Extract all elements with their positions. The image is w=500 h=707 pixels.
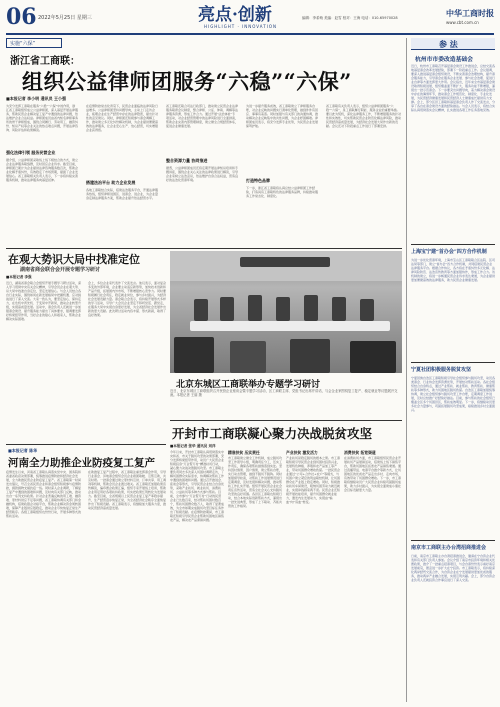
divider-1 — [6, 248, 402, 249]
kaifeng-col-1: 今年以来，开封市工商联认真贯彻落实中央和省、市关于脱贫攻坚的决策部署，充分发挥桥梁纽带作用，动员广大民营企业积极投身“万企帮万村”精准扶贫行动，凝心聚力决战决胜脱贫攻坚。市工商联主要负责同志多次深入贫困村调研走访，了解贫困群众实际需求，协调解决帮扶工作中遇到的困难和问题。通过召开推进会、座谈会等形式，引导民营企业结合自身优势，采取产业扶贫、就业扶贫、消费扶贫、公益扶贫等多种方式参与帮扶。目前，全市参与“万企帮万村”行动的民营企业已达数百家，结对帮扶贫困村数百个，帮扶贫困群众数万人，取得了显著成效，为全市如期完成脱贫攻坚目标任务作出了积极贡献。在疫情防控期间，市工商联还积极引导民营企业帮助贫困地区销售农产品，解决农产品滞销问题。 — [170, 450, 224, 522]
right-divider-2 — [411, 362, 495, 363]
right-story-2-title: 上海宝宁建“首办会”四方合作机制 — [411, 249, 487, 255]
story-col-3b: 据悉，公益律师团成员还将定期开展法律知识培训和专题讲座，围绕企业关心关注的法律政策进行解读，引导企业家树立法治意识，依法维护自身合法权益，营造良好的法治化营商环境。 — [166, 166, 238, 182]
right-divider-1 — [411, 244, 495, 245]
story-col-4b: 下一步，浙江省工商联将认真总结公益律师团工作经验，打造具有工商联特色的法律服务品牌，持续推动服务工作常态化、制度化。 — [246, 186, 318, 198]
story-sub-4: 打造特色品牌 — [246, 178, 270, 183]
photo-person-6 — [332, 297, 346, 321]
right-header — [411, 38, 495, 50]
photo-banner — [240, 257, 330, 267]
story-byline: ■本报记者 李小明 通讯员 王小强 — [6, 96, 66, 101]
masthead — [6, 6, 494, 32]
photo-foreground-2 — [230, 341, 266, 373]
editor-line: 编辑：李希萌 美编：赵雪 校对：王海 电话：010-65970028 — [302, 16, 398, 20]
page-number: 06 — [6, 4, 37, 30]
right-story-1-title: 杭州市市委改造基础会 — [415, 57, 473, 63]
story-col-3: 省工商联还联合司法行政部门，推动建立民营企业法律服务联席会议制度，整合律师、公证、仲裁、调解等法律服务资源，形成工作合力。通过开展“法治体检”专项活动，对企业经营管理中的法律风险进行全面排查，帮助企业完善内部管理制度，建立健全合规经营体系，促进企业健康发展。 — [166, 104, 238, 128]
story-col-1: 为充分发挥工商联在服务“六稳”“六保”中的作用，浙江省工商联组织成立公益律师团，深入基层开展法律服务，帮助民营企业解决复工复产中遇到的法律问题，依法维护企业合法权益。律师团成员由省内知名律师事务所的骨干律师组成，围绕合同履行、劳动用工、融资纠纷、知识产权等企业关注的热点难点问题，开展法律咨询、风险评估和政策解读。 — [6, 104, 78, 132]
tag-text: 实施“六保” — [10, 41, 36, 47]
top-story — [6, 38, 402, 246]
masthead-rule — [6, 33, 494, 35]
right-story-4-title: 南京市工商联主办台湾招商推进会 — [411, 545, 487, 551]
story-col-1b: 据介绍，公益律师团采取线上线下相结合的方式，建立企业法律服务联络群，及时回应企业诉求。截至目前，律师团已累计为企业提供法律咨询服务数百次，帮助企业化解矛盾纠纷，有效稳定了市场预期，提振了企业发展信心。省工商联相关负责人表示，下一步将持续完善服务机制，推动法律服务向基层延伸。 — [6, 158, 78, 182]
photo-person-1 — [194, 299, 208, 321]
mid-col-1: 近日，湖南省商会联合会组织开展专题学习研讨活动，深入学习贯彻中央有关会议精神，引导会员企业在观大势、识大局中找准自身定位，坚定发展信心。与会人员结合各自行业实际，围绕如何在新发展格局中把握机遇、应对挑战进行了深入交流。大家一致认为，要坚定信心、保持定力，在危机中育先机、于变局中开新局，推动企业转型升级，实现高质量发展。活动中，商会负责人还就进一步加强商会建设、提升服务能力提出了具体要求，强调要发挥好桥梁纽带作用，当好企业的贴心人和娘家人，帮助企业解决实际困难。 — [6, 281, 82, 321]
story-col-2: 在疫情防控常态化背景下，民营企业面临的法律风险日益增多。公益律师团坚持问题导向，主动上门走访企业，梳理企业在生产经营中存在的法律隐患，提出针对性的意见建议。同时，律师团还积极参与商会调解工作，推动建立多元化纠纷解决机制，为企业提供便捷高效的法律服务，让企业安心生产、放心经营，切实增强企业获得感。 — [86, 104, 158, 132]
divider-2 — [170, 420, 402, 421]
story-col-5: 省工商联有关负责人表示，组织公益律师团服务“六稳”“六保”，是工商联履行职能、服务企业的重要举措。要以此为契机，深化法律服务工作，不断增强服务的针对性和实效性，切实帮助民营企业防范化解法律风险，推动民营经济高质量发展，为经济社会发展大局作出新的贡献。会议还对下阶段重点工作进行了部署安排。 — [326, 104, 402, 128]
photo-person-5 — [304, 295, 318, 321]
story-kicker: 浙江省工商联： — [10, 56, 80, 67]
section-pinyin: HIGHLIGHT · INNOVATION — [204, 24, 277, 29]
paper-site: www.cbt.com.cn — [446, 20, 479, 25]
story-col-4: 为进一步提升服务质效，省工商联建立了律师服务台账，对企业反映的问题实行清单化管理，做到件件有回应、事事有着落。同时加强与有关部门的沟通协调，推动解决企业反映集中的共性问题，为企业纾困解难。律师团成员表示，将充分发挥专业优势，为民营企业发展保驾护航。 — [246, 104, 318, 128]
section-name: 亮点·创新 — [198, 5, 272, 25]
right-story-3-title: 宁夏社团积极服务脱贫攻坚 — [411, 367, 472, 373]
divider-3 — [6, 444, 166, 445]
right-header-text: 参 法 — [439, 39, 458, 49]
photo-caption-title: 北京东城区工商联举办专题学习研讨 — [176, 380, 321, 390]
photo-foreground-3 — [290, 339, 330, 373]
date-line: 2022年5月25日 星期三 — [38, 15, 92, 21]
kaifeng-byline: ■本报记者 张华 通讯员 刘洋 — [170, 444, 216, 448]
story-sub-2: 搭建法治平台 助力企业发展 — [86, 180, 136, 185]
kaifeng-sub-3: 消费扶贫 拓宽渠道 — [344, 450, 376, 455]
kaifeng-col-4: 在消费扶贫方面，市工商联组织民营企业开展扶贫产品展销活动，搭建线上线下销售平台，帮助贫困地区拓宽农产品销售渠道。通过直播带货、电商平台推介等新方式，让贫困地区的优质农产品走出乡村、走向市场，有效带动了贫困群众增收。下一步，市工商联将继续动员广大民营企业持续巩固脱贫成果，助力乡村振兴，为实现全面建成小康社会目标贡献更大力量。 — [344, 456, 402, 492]
bottom-tag: ■本报记者 陈华 — [8, 448, 38, 453]
photo-person-4 — [276, 297, 290, 321]
story-col-2b: 各地工商联结合实际，搭建法治服务平台，开通法律服务热线，组织律师进园区、进商会、进企业，为企业量身定制法律服务方案，帮助企业提升依法经营水平。 — [86, 188, 158, 200]
tag-box — [6, 38, 62, 48]
story-sub-3: 整合资源力量 协同推进 — [166, 158, 208, 163]
right-divider-3 — [411, 540, 495, 541]
mid-headline: 在观大势识大局中找准定位 — [8, 253, 140, 266]
story-headline: 组织公益律师团服务“六稳”“六保” — [22, 69, 352, 94]
event-photo — [170, 251, 402, 373]
right-story-2-body: 为进一步优化营商环境，上海市宝山区工商联联合区法院、区司法局等部门，建立“首办会”四方合作机制，共同搭建民营企业法律服务平台。根据合作协议，各方将在矛盾纠纷多元化解、法律风险防范、法治宣传教育等方面加强协作，形成工作合力。该机制的建立，将进一步畅通民营企业诉求表达渠道，为企业提供更加便捷高效的法律服务，助力民营企业健康发展。 — [411, 258, 495, 282]
photo-person-7 — [360, 299, 374, 321]
kaifeng-col-3: 产业扶贫是稳定脱贫的根本之策。市工商联积极引导民营企业到贫困村投资兴业，发展特色种植、养殖和农产品加工等产业，带动贫困群众增收致富。一批民营企业通过“公司+合作社+农户”等模式，与贫困户建立紧密的利益联结机制，让贫困群众在产业链上稳定增收。同时，积极推动扶贫车间建设，吸纳贫困劳动力就近就业，实现挣钱顾家两不误。民营企业还积极开展技能培训，提升贫困群众就业能力，激发内生发展动力，实现由“输血”向“造血”转变。 — [286, 456, 340, 504]
photo-foreground-1 — [174, 337, 214, 373]
photo-table — [190, 321, 390, 331]
story-sub-1: 强化法律引领 服务民营企业 — [6, 150, 56, 155]
photo-caption-text: 近日，北京东城区工商联组织召开民营企业座谈会暨专题学习活动，区工商联主席、党组书记出席并讲话，与会企业家围绕复工复产、稳定就业等议题展开交流。本报记者 王丽 摄 — [170, 389, 398, 398]
mid-byline: ■本报记者 李强 — [6, 275, 32, 279]
mid-col-2: 会上，多位企业家代表作了交流发言。他们表示，面对复杂多变的外部环境，企业要主动适应新形势，加快技术创新和产品升级，拓展国内外市场，不断增强核心竞争力。同时要积极履行社会责任，稳定就业岗位，参与乡村振兴，为经济社会发展贡献力量。商会联合会表示，将持续开展形式多样的学习活动，引导广大会员企业坚定不移听党话、跟党走，在服务大局中实现自身更好发展，为全省经济社会发展作出新的更大贡献。此次研讨活动内容丰富、形式新颖，取得了良好效果。 — [88, 281, 166, 317]
kaifeng-sub-2: 产业扶贫 激发活力 — [286, 450, 318, 455]
right-column — [406, 38, 494, 702]
right-story-3-body: 宁夏回族自治区工商联积极引导社会组织参与脱贫攻坚，动员各类商会、行业协会发挥资源优势，开展结对帮扶活动。各社会组织结合自身特点，通过产业帮扶、就业帮扶、教育帮扶、健康帮扶等多种形式，助力贫困地区脱贫致富。自治区工商联加强统筹协调，建立社会组织参与脱贫攻坚工作台账，定期调度工作进展，及时总结推广好经验好做法。目前，参与帮扶的社会组织已覆盖全区多个贫困县区，帮扶成效明显。下一步，将继续动员更多社会力量参与，巩固拓展脱贫攻坚成果，接续推进乡村全面振兴。 — [411, 376, 495, 412]
photo-person-2 — [220, 297, 234, 321]
photo-person-3 — [248, 295, 262, 321]
right-story-1-body: 近日，杭州市工商联召开基层商会建设工作推进会，总结交流各地基层商会改革发展经验，部署下一阶段重点工作。会议强调，要深入推进基层商会组织建设，不断完善商会治理结构，提升商会服务能力，引导商会在服务企业发展、参与社会治理、促进行业自律等方面发挥更大作用。会议指出，近年来全市基层商会建设取得积极进展，组织覆盖面不断扩大，服务功能不断增强，涌现出一批示范商会。下一步要突出问题导向，着力解决商会建设中存在的薄弱环节，推动商会工作规范化、制度化、专业化发展，为民营经济健康发展和民营经济人士健康成长提供有力支撑。会上，部分区县工商联和基层商会负责人作了交流发言，分享了各自在商会建设方面的经验做法。与会人员表示，将结合实际认真贯彻落实会议精神，扎实推进各项工作任务落地见效。 — [411, 64, 495, 112]
mid-deck: 湖南省商会联合会开展专题学习研讨 — [20, 267, 101, 273]
mid-story — [6, 251, 166, 441]
paper-name: 中华工商时报 — [446, 8, 494, 18]
bottom-col-1: 疫情发生以来，河南省工商联认真落实党中央、国务院和省委省政府决策部署，统筹推进疫情防控和经济社会发展，全力助推民营企业防疫复工复产。省工商联第一时间发出倡议，号召全省民营企业和商会组织积极参与疫情防控，捐款捐物支援抗疫一线。同时深入企业调研，了解复工复产中遇到的困难和问题，及时向有关部门反映，推动出台一系列支持政策。针对企业普遍反映的用工难、融资难、原材料供应不足等问题，省工商联协调有关部门和金融机构，搭建政银企对接平台，帮助企业解决资金周转困难，保障产业链供应链稳定，推动企业尽快恢复正常生产经营秩序。各级工商联组织也纷纷行动，开展多种形式的帮扶活动。 — [6, 470, 82, 518]
kaifeng-col-2: 市工商联建立健全工作机制，成立脱贫攻坚工作领导小组，明确责任分工，压实工作责任，确保各项帮扶措施落到实处。坚持因村施策、因户施策，建立帮扶台账，实行动态管理，做到不脱贫不脱钩。同时加强督导检查，对帮扶工作进展情况进行定期调度，及时发现和解决问题，推动帮扶工作扎实开展。组织开展民营企业社会责任宣传活动，营造全社会关心支持脱贫攻坚的良好氛围。各县区工商联也积极行动，结合本地实际创新帮扶方式，涌现出一批先进典型，形成了上下联动、齐抓共管的工作格局。 — [228, 456, 282, 508]
kaifeng-headline: 开封市工商联凝心聚力决战脱贫攻坚 — [172, 426, 373, 441]
bottom-col-2: 在助推复工复产过程中，省工商联注重发挥商会作用，引导行业商会、异地商会组织会员企业抱团取暖、互帮互助，共克时艰。一批商会通过建立原材料互供、订单共享、用工调剂等机制，帮助会员企业渡过难关。省工商联还加强政策宣传解读，编印惠企政策汇编，组织专家开展线上培训，帮助企业用足用好各项扶持政策，切实把政策红利转化为发展动力。截至目前，全省规模以上民营企业复工复产率稳步提升，生产经营逐步恢复正常，为全省经济社会秩序全面恢复作出了积极贡献。省工商联表示，将继续加大服务力度，推动民营经济高质量发展。 — [88, 470, 166, 510]
bottom-headline: 河南全力助推企业防疫复工复产 — [8, 457, 155, 469]
photo-image — [170, 251, 402, 373]
photo-foreground-4 — [350, 341, 396, 373]
right-story-4-body: 日前，南京市工商联主办台湾招商推进会，邀请在宁台资企业代表和有关部门负责人参加。会议介绍了南京市投资环境和相关优惠政策，推介了一批重点招商项目，与会台商纷纷表示看好南京发展前景，愿意进一步扩大在宁投资。市工商联表示，将持续深化两岸经贸交流合作，为台资企业在宁发展提供更加优质的服务，推动两岸产业融合发展，实现互利共赢。会上，部分台资企业负责人还就投资合作事宜进行了深入交流。 — [411, 554, 495, 582]
kaifeng-sub-1: 精准扶贫 压实责任 — [228, 450, 260, 455]
